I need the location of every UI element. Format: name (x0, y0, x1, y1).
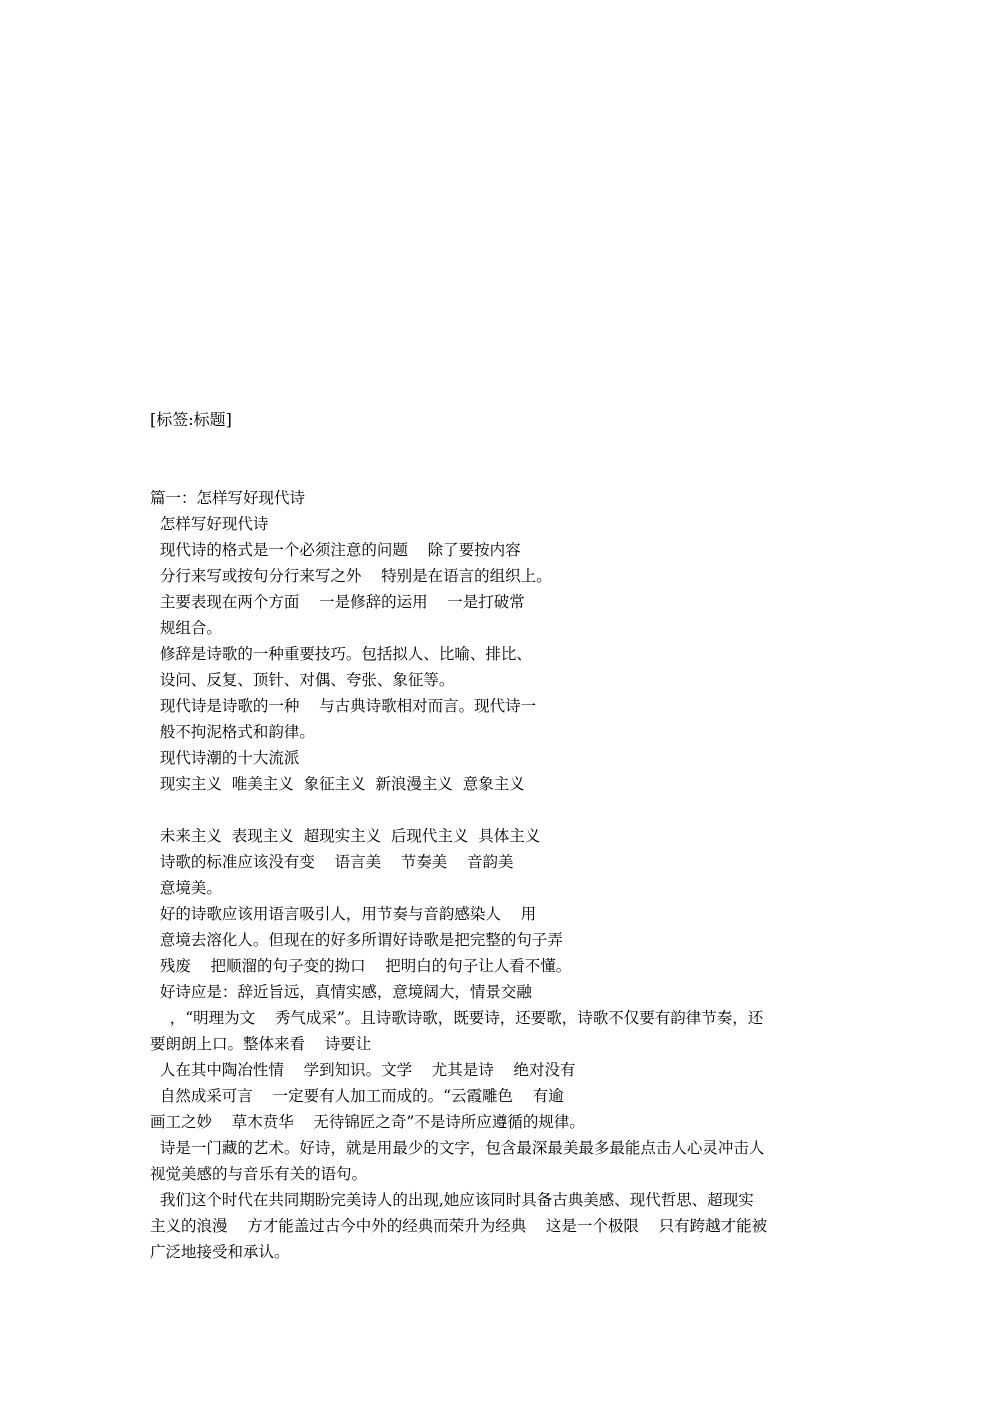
paragraph-line: 主义的浪漫 方才能盖过古今中外的经典而荣升为经典 这是一个极限 只有跨越才能被 (150, 1217, 768, 1235)
paragraph-line: 现代诗是诗歌的一种 与古典诗歌相对而言。现代诗一 (150, 697, 537, 715)
paragraph-line: 现实主义 唯美主义 象征主义 新浪漫主义 意象主义 (150, 775, 525, 793)
paragraph-line: 自然成采可言 一定要有人加工而成的。“云霞雕色 有逾 (150, 1087, 564, 1105)
paragraph-line: 残废 把顺溜的句子变的拗口 把明白的句子让人看不懂。 (150, 957, 572, 975)
paragraph-line: 诗是一门藏的艺术。好诗，就是用最少的文字，包含最深最美最多最能点击人心灵冲击人 (150, 1139, 765, 1157)
paragraph-line: 要朗朗上口。整体来看 诗要让 (150, 1035, 372, 1053)
paragraph-line: 人在其中陶冶性情 学到知识。文学 尤其是诗 绝对没有 (150, 1061, 576, 1079)
paragraph-line: 规组合。 (150, 619, 222, 637)
paragraph-line: 广泛地接受和承认。 (150, 1243, 290, 1261)
paragraph-line: 设问、反复、顶针、对偶、夸张、象征等。 (150, 671, 455, 689)
paragraph-line: ，“明理为文 秀气成采”。且诗歌诗歌，既要诗，还要歌，诗歌不仅要有韵律节奏，还 (150, 1009, 764, 1027)
paragraph-line: 意境去溶化人。但现在的好多所谓好诗歌是把完整的句子弄 (150, 931, 563, 949)
paragraph-line: 画工之妙 草木贲华 无待锦匠之奇”不是诗所应遵循的规律。 (150, 1113, 585, 1131)
tag-label: [标签:标题] (150, 410, 232, 429)
paragraph-line (150, 797, 850, 823)
paragraph-line: 视觉美感的与音乐有关的语句。 (150, 1165, 368, 1183)
paragraph-line: 现代诗的格式是一个必须注意的问题 除了要按内容 (150, 541, 521, 559)
paragraph-line: 般不拘泥格式和韵律。 (150, 723, 315, 741)
paragraph-line: 分行来写或按句分行来写之外 特别是在语言的组织上。 (150, 567, 552, 585)
paragraph-line: 诗歌的标准应该没有变 语言美 节奏美 音韵美 (150, 853, 514, 871)
paragraph-line: 我们这个时代在共同期盼完美诗人的出现,她应该同时具备古典美感、现代哲思、超现实 (150, 1191, 754, 1209)
paragraph-line: 现代诗潮的十大流派 (150, 749, 300, 767)
paragraph-line: 修辞是诗歌的一种重要技巧。包括拟人、比喻、排比、 (150, 645, 532, 663)
article-heading: 篇一：怎样写好现代诗 (150, 489, 306, 507)
article-body (150, 485, 850, 1265)
paragraph-line: 未来主义 表现主义 超现实主义 后现代主义 具体主义 (150, 827, 541, 845)
paragraph-line: 怎样写好现代诗 (150, 515, 269, 533)
paragraph-line: 主要表现在两个方面 一是修辞的运用 一是打破常 (150, 593, 525, 611)
paragraph-line: 好的诗歌应该用语言吸引人，用节奏与音韵感染人 用 (150, 905, 537, 923)
paragraph-line: 好诗应是：辞近旨远，真情实感，意境阔大，情景交融 (150, 983, 532, 1001)
paragraph-line: 意境美。 (150, 879, 222, 897)
